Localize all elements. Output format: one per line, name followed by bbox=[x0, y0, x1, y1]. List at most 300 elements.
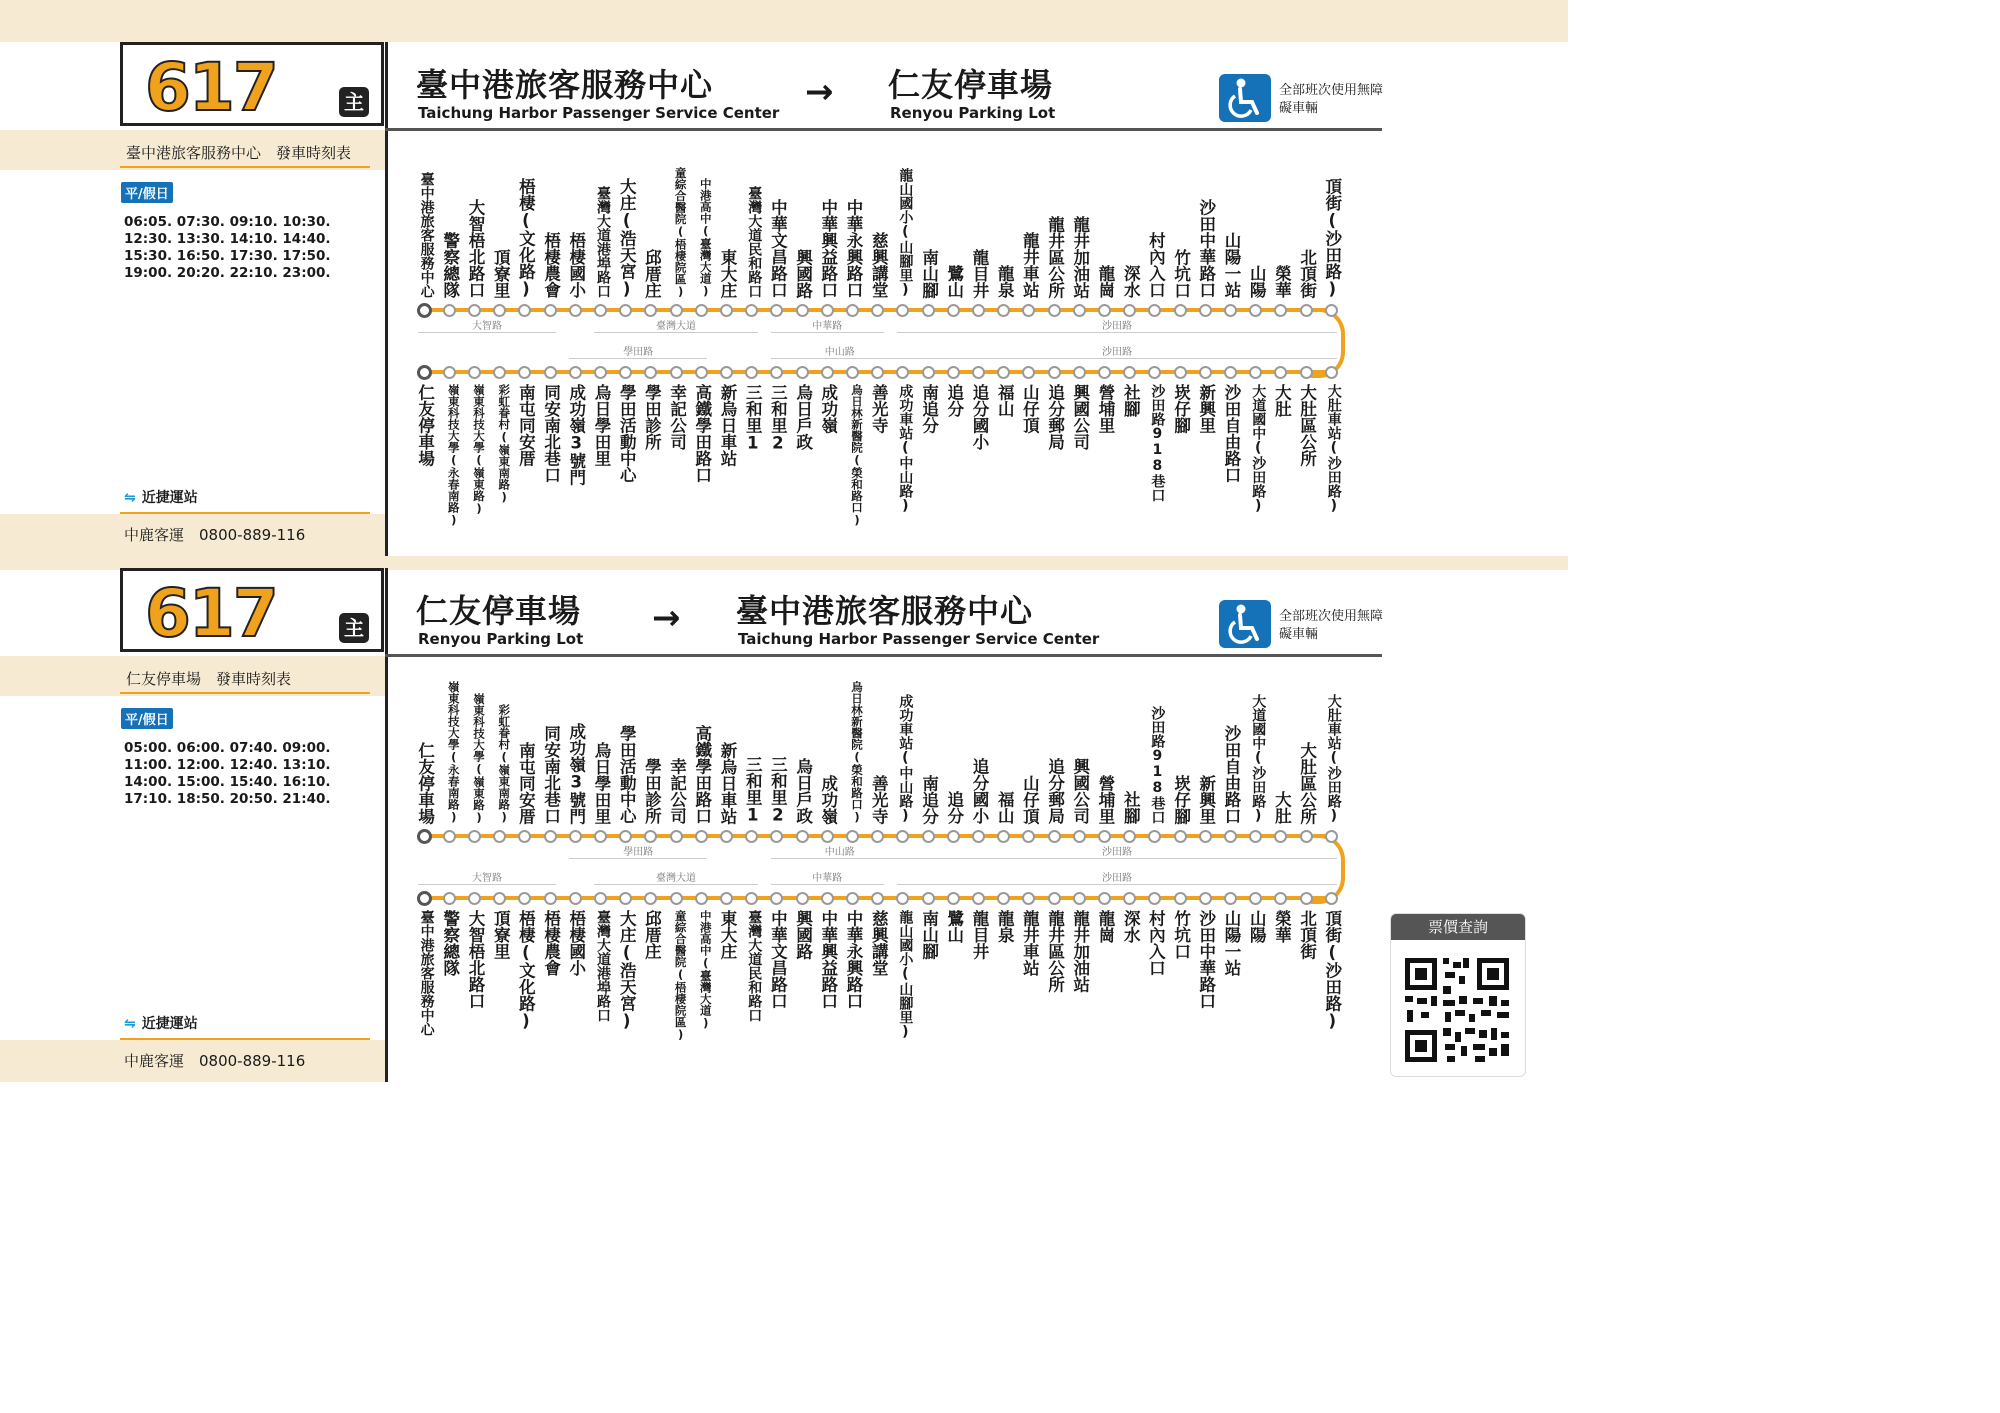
station-stop-marker[interactable] bbox=[821, 304, 834, 317]
station-stop-marker[interactable] bbox=[770, 304, 783, 317]
station-name[interactable]: 山仔頂 bbox=[1020, 774, 1040, 824]
station-stop-marker[interactable] bbox=[518, 304, 531, 317]
station-name[interactable]: 龍山國小(山腳里) bbox=[897, 168, 914, 298]
station-stop-marker[interactable] bbox=[1148, 892, 1161, 905]
station-name[interactable]: 沙田中華路口 bbox=[1196, 199, 1216, 298]
station-name[interactable]: 高鐵學田路口 bbox=[692, 725, 712, 824]
station-name[interactable]: 龍井加油站 bbox=[1070, 215, 1090, 298]
station-name[interactable]: 追分 bbox=[944, 384, 964, 417]
station-name[interactable]: 北頂街 bbox=[1297, 910, 1317, 960]
station-stop-marker[interactable] bbox=[972, 892, 985, 905]
station-name[interactable]: 南追分 bbox=[919, 384, 939, 434]
station-name[interactable]: 邱厝庄 bbox=[642, 910, 662, 960]
station-stop-marker[interactable] bbox=[644, 892, 657, 905]
station-name[interactable]: 竹坑口 bbox=[1171, 248, 1191, 298]
station-stop-marker[interactable] bbox=[493, 892, 506, 905]
station-name[interactable]: 烏日林新醫院(榮和路口) bbox=[849, 384, 864, 527]
station-name[interactable]: 龍井加油站 bbox=[1070, 910, 1090, 993]
station-name[interactable]: 新烏日車站 bbox=[717, 384, 737, 467]
station-name[interactable]: 大肚車站(沙田路) bbox=[1325, 384, 1342, 514]
station-stop-marker[interactable] bbox=[644, 366, 657, 379]
station-name[interactable]: 梧棲(文化路) bbox=[516, 910, 536, 1031]
station-name[interactable]: 營埔里 bbox=[1095, 774, 1115, 824]
station-name[interactable]: 臺灣大道民和路口 bbox=[746, 910, 763, 1022]
station-stop-marker[interactable] bbox=[896, 830, 909, 843]
station-stop-marker[interactable] bbox=[594, 830, 607, 843]
station-stop-marker[interactable] bbox=[1123, 366, 1136, 379]
station-name[interactable]: 臺灣大道港埠路口 bbox=[594, 910, 611, 1022]
station-stop-marker[interactable] bbox=[1098, 304, 1111, 317]
station-stop-marker[interactable] bbox=[745, 366, 758, 379]
station-name[interactable]: 新興里 bbox=[1196, 774, 1216, 824]
station-name[interactable]: 東大庄 bbox=[717, 910, 737, 960]
station-name[interactable]: 龍井區公所 bbox=[1045, 215, 1065, 298]
station-name[interactable]: 追分郵局 bbox=[1045, 758, 1065, 824]
station-stop-marker[interactable] bbox=[1048, 366, 1061, 379]
station-stop-marker[interactable] bbox=[468, 366, 481, 379]
station-stop-marker[interactable] bbox=[821, 366, 834, 379]
station-name[interactable]: 學田診所 bbox=[642, 384, 662, 450]
station-stop-marker[interactable] bbox=[443, 892, 456, 905]
station-stop-marker[interactable] bbox=[770, 830, 783, 843]
station-name[interactable]: 沙田路918巷口 bbox=[1149, 706, 1166, 824]
station-stop-marker[interactable] bbox=[695, 366, 708, 379]
station-name[interactable]: 社腳 bbox=[1121, 384, 1141, 417]
station-name[interactable]: 山仔頂 bbox=[1020, 384, 1040, 434]
station-stop-marker[interactable] bbox=[1073, 892, 1086, 905]
station-stop-marker[interactable] bbox=[745, 892, 758, 905]
station-name[interactable]: 警察總隊 bbox=[440, 232, 460, 298]
station-name[interactable]: 沙田中華路口 bbox=[1196, 910, 1216, 1009]
station-name[interactable]: 頂街(沙田路) bbox=[1322, 177, 1342, 298]
station-stop-marker[interactable] bbox=[846, 304, 859, 317]
station-stop-marker[interactable] bbox=[922, 366, 935, 379]
station-stop-marker[interactable] bbox=[644, 830, 657, 843]
station-name[interactable]: 梧棲農會 bbox=[541, 910, 561, 976]
station-name[interactable]: 興國路 bbox=[793, 248, 813, 298]
station-stop-marker[interactable] bbox=[821, 830, 834, 843]
station-stop-marker[interactable] bbox=[443, 830, 456, 843]
station-name[interactable]: 警察總隊 bbox=[440, 910, 460, 976]
station-stop-marker[interactable] bbox=[1073, 304, 1086, 317]
station-stop-marker[interactable] bbox=[1249, 304, 1262, 317]
station-stop-marker[interactable] bbox=[619, 830, 632, 843]
fare-qr-card[interactable] bbox=[1390, 913, 1526, 1077]
station-name[interactable]: 沙田路918巷口 bbox=[1149, 384, 1166, 502]
station-name[interactable]: 慈興講堂 bbox=[869, 232, 889, 298]
station-stop-marker[interactable] bbox=[922, 892, 935, 905]
station-name[interactable]: 大道國中(沙田路) bbox=[1250, 384, 1267, 514]
station-name[interactable]: 南追分 bbox=[919, 774, 939, 824]
station-name[interactable]: 臺中港旅客服務中心 bbox=[418, 172, 435, 298]
station-name[interactable]: 追分 bbox=[944, 791, 964, 824]
station-stop-marker[interactable] bbox=[871, 304, 884, 317]
station-stop-marker[interactable] bbox=[1249, 830, 1262, 843]
station-stop-marker[interactable] bbox=[594, 304, 607, 317]
station-stop-marker[interactable] bbox=[1274, 304, 1287, 317]
station-stop-marker[interactable] bbox=[417, 303, 432, 318]
station-stop-marker[interactable] bbox=[796, 304, 809, 317]
station-stop-marker[interactable] bbox=[569, 304, 582, 317]
station-name[interactable]: 彩虹眷村(嶺東南路) bbox=[497, 704, 512, 824]
station-stop-marker[interactable] bbox=[695, 892, 708, 905]
station-name[interactable]: 大道國中(沙田路) bbox=[1250, 694, 1267, 824]
station-stop-marker[interactable] bbox=[796, 892, 809, 905]
station-stop-marker[interactable] bbox=[1048, 892, 1061, 905]
station-name[interactable]: 大肚區公所 bbox=[1297, 741, 1317, 824]
station-stop-marker[interactable] bbox=[972, 366, 985, 379]
route-type-badge: 主 bbox=[339, 87, 369, 117]
station-stop-marker[interactable] bbox=[544, 304, 557, 317]
station-name[interactable]: 幸記公司 bbox=[667, 384, 687, 450]
station-name[interactable]: 沙田自由路口 bbox=[1221, 384, 1241, 483]
station-name[interactable]: 追分國小 bbox=[969, 758, 989, 824]
station-name[interactable]: 嶺東科技大學(永春南路) bbox=[446, 681, 461, 824]
station-stop-marker[interactable] bbox=[720, 830, 733, 843]
station-stop-marker[interactable] bbox=[695, 304, 708, 317]
station-name[interactable]: 成功車站(中山路) bbox=[897, 384, 914, 514]
station-name[interactable]: 山陽一站 bbox=[1221, 910, 1241, 976]
station-stop-marker[interactable] bbox=[846, 366, 859, 379]
station-stop-marker[interactable] bbox=[544, 892, 557, 905]
station-name[interactable]: 崁仔腳 bbox=[1171, 384, 1191, 434]
station-stop-marker[interactable] bbox=[1224, 892, 1237, 905]
station-stop-marker[interactable] bbox=[443, 366, 456, 379]
station-stop-marker[interactable] bbox=[619, 304, 632, 317]
station-name[interactable]: 大肚 bbox=[1272, 791, 1292, 824]
station-name[interactable]: 臺灣大道港埠路口 bbox=[594, 186, 611, 298]
station-name[interactable]: 龍泉 bbox=[995, 265, 1015, 298]
station-stop-marker[interactable] bbox=[1174, 830, 1187, 843]
station-name[interactable]: 中華興益路口 bbox=[818, 199, 838, 298]
station-stop-marker[interactable] bbox=[922, 304, 935, 317]
station-name[interactable]: 成功嶺 bbox=[818, 774, 838, 824]
station-name[interactable]: 童綜合醫院(梧棲院區) bbox=[673, 910, 688, 1042]
station-stop-marker[interactable] bbox=[1022, 366, 1035, 379]
station-stop-marker[interactable] bbox=[518, 366, 531, 379]
station-name[interactable]: 南山腳 bbox=[919, 248, 939, 298]
station-name[interactable]: 榮華 bbox=[1272, 265, 1292, 298]
station-name[interactable]: 中華永興路口 bbox=[843, 910, 863, 1009]
station-name[interactable]: 中華興益路口 bbox=[818, 910, 838, 1009]
station-stop-marker[interactable] bbox=[544, 366, 557, 379]
station-stop-marker[interactable] bbox=[997, 304, 1010, 317]
station-name[interactable]: 龍目井 bbox=[969, 910, 989, 960]
station-name[interactable]: 大庄(浩天宮) bbox=[617, 910, 637, 1031]
station-stop-marker[interactable] bbox=[846, 892, 859, 905]
station-stop-marker[interactable] bbox=[544, 830, 557, 843]
road-name: 沙田路 bbox=[1099, 347, 1135, 358]
station-name[interactable]: 臺灣大道民和路口 bbox=[746, 186, 763, 298]
station-name[interactable]: 南屯同安厝 bbox=[516, 384, 536, 467]
station-name[interactable]: 梧棲國小 bbox=[566, 910, 586, 976]
station-name[interactable]: 山陽 bbox=[1247, 910, 1267, 943]
station-name[interactable]: 梧棲(文化路) bbox=[516, 177, 536, 298]
station-stop-marker[interactable] bbox=[670, 366, 683, 379]
station-name[interactable]: 烏日學田里 bbox=[591, 741, 611, 824]
station-stop-marker[interactable] bbox=[1098, 892, 1111, 905]
station-stop-marker[interactable] bbox=[1022, 830, 1035, 843]
station-name[interactable]: 追分郵局 bbox=[1045, 384, 1065, 450]
station-stop-marker[interactable] bbox=[1199, 830, 1212, 843]
station-name[interactable]: 龍泉 bbox=[995, 910, 1015, 943]
station-stop-marker[interactable] bbox=[1073, 830, 1086, 843]
station-stop-marker[interactable] bbox=[1148, 366, 1161, 379]
station-stop-marker[interactable] bbox=[518, 892, 531, 905]
station-stop-marker[interactable] bbox=[1199, 366, 1212, 379]
station-name[interactable]: 龍目井 bbox=[969, 248, 989, 298]
station-name[interactable]: 成功嶺3號門 bbox=[566, 384, 586, 486]
station-stop-marker[interactable] bbox=[1274, 830, 1287, 843]
station-stop-marker[interactable] bbox=[417, 829, 432, 844]
station-stop-marker[interactable] bbox=[417, 365, 432, 380]
station-stop-marker[interactable] bbox=[720, 304, 733, 317]
station-stop-marker[interactable] bbox=[745, 830, 758, 843]
station-stop-marker[interactable] bbox=[1022, 304, 1035, 317]
station-name[interactable]: 善光寺 bbox=[869, 384, 889, 434]
station-stop-marker[interactable] bbox=[1300, 366, 1313, 379]
station-stop-marker[interactable] bbox=[644, 304, 657, 317]
station-name[interactable]: 北頂街 bbox=[1297, 248, 1317, 298]
station-name[interactable]: 大肚 bbox=[1272, 384, 1292, 417]
station-name[interactable]: 臺中港旅客服務中心 bbox=[418, 910, 435, 1036]
station-stop-marker[interactable] bbox=[922, 830, 935, 843]
station-stop-marker[interactable] bbox=[997, 366, 1010, 379]
station-name[interactable]: 烏日戶政 bbox=[793, 384, 813, 450]
station-stop-marker[interactable] bbox=[1325, 830, 1338, 843]
station-stop-marker[interactable] bbox=[468, 830, 481, 843]
station-name[interactable]: 中港高中(臺灣大道) bbox=[698, 178, 713, 298]
road-label-bottom bbox=[771, 874, 884, 885]
station-stop-marker[interactable] bbox=[947, 366, 960, 379]
station-name[interactable]: 大庄(浩天宮) bbox=[617, 177, 637, 298]
station-stop-marker[interactable] bbox=[518, 830, 531, 843]
station-name[interactable]: 大智梧北路口 bbox=[465, 199, 485, 298]
station-stop-marker[interactable] bbox=[619, 892, 632, 905]
station-stop-marker[interactable] bbox=[1123, 304, 1136, 317]
station-stop-marker[interactable] bbox=[871, 366, 884, 379]
station-stop-marker[interactable] bbox=[770, 366, 783, 379]
station-name[interactable]: 三和里1 bbox=[743, 384, 763, 453]
station-name[interactable]: 善光寺 bbox=[869, 774, 889, 824]
station-name[interactable]: 大智梧北路口 bbox=[465, 910, 485, 1009]
station-stop-marker[interactable] bbox=[569, 830, 582, 843]
station-stop-marker[interactable] bbox=[1249, 366, 1262, 379]
station-name[interactable]: 學田活動中心 bbox=[617, 725, 637, 824]
station-stop-marker[interactable] bbox=[1249, 892, 1262, 905]
station-name[interactable]: 頂寮里 bbox=[491, 910, 511, 960]
station-stop-marker[interactable] bbox=[947, 830, 960, 843]
station-name[interactable]: 追分國小 bbox=[969, 384, 989, 450]
station-name[interactable]: 營埔里 bbox=[1095, 384, 1115, 434]
station-name[interactable]: 嶺東科技大學(永春南路) bbox=[446, 384, 461, 527]
station-stop-marker[interactable] bbox=[846, 830, 859, 843]
station-name[interactable]: 頂街(沙田路) bbox=[1322, 910, 1342, 1031]
station-stop-marker[interactable] bbox=[997, 892, 1010, 905]
station-name[interactable]: 嶺東科技大學(嶺東路) bbox=[471, 384, 486, 516]
station-stop-marker[interactable] bbox=[1048, 304, 1061, 317]
station-stop-marker[interactable] bbox=[1148, 830, 1161, 843]
station-stop-marker[interactable] bbox=[871, 892, 884, 905]
station-stop-marker[interactable] bbox=[796, 830, 809, 843]
station-name[interactable]: 同安南北巷口 bbox=[541, 384, 561, 483]
station-name[interactable]: 深水 bbox=[1121, 265, 1141, 298]
station-name[interactable]: 成功嶺3號門 bbox=[566, 722, 586, 824]
station-name[interactable]: 幸記公司 bbox=[667, 758, 687, 824]
station-name[interactable]: 彩虹眷村(嶺東南路) bbox=[497, 384, 512, 504]
station-name[interactable]: 三和里2 bbox=[768, 755, 788, 824]
station-name[interactable]: 新烏日車站 bbox=[717, 741, 737, 824]
station-name[interactable]: 大肚車站(沙田路) bbox=[1325, 694, 1342, 824]
station-stop-marker[interactable] bbox=[1300, 830, 1313, 843]
station-name[interactable]: 同安南北巷口 bbox=[541, 725, 561, 824]
station-name[interactable]: 鷺山 bbox=[944, 910, 964, 943]
station-stop-marker[interactable] bbox=[1325, 304, 1338, 317]
station-stop-marker[interactable] bbox=[1098, 366, 1111, 379]
station-stop-marker[interactable] bbox=[1224, 366, 1237, 379]
station-stop-marker[interactable] bbox=[1123, 892, 1136, 905]
station-stop-marker[interactable] bbox=[1174, 366, 1187, 379]
station-stop-marker[interactable] bbox=[972, 304, 985, 317]
station-name[interactable]: 龍山國小(山腳里) bbox=[897, 910, 914, 1040]
station-name[interactable]: 崁仔腳 bbox=[1171, 774, 1191, 824]
station-stop-marker[interactable] bbox=[1274, 892, 1287, 905]
station-name[interactable]: 學田活動中心 bbox=[617, 384, 637, 483]
station-name[interactable]: 學田診所 bbox=[642, 758, 662, 824]
station-stop-marker[interactable] bbox=[1325, 892, 1338, 905]
station-stop-marker[interactable] bbox=[1274, 366, 1287, 379]
station-stop-marker[interactable] bbox=[1148, 304, 1161, 317]
station-name[interactable]: 慈興講堂 bbox=[869, 910, 889, 976]
station-stop-marker[interactable] bbox=[619, 366, 632, 379]
station-name[interactable]: 龍井車站 bbox=[1020, 910, 1040, 976]
station-name[interactable]: 村內入口 bbox=[1146, 232, 1166, 298]
station-name[interactable]: 梧棲農會 bbox=[541, 232, 561, 298]
station-stop-marker[interactable] bbox=[443, 304, 456, 317]
station-name[interactable]: 新興里 bbox=[1196, 384, 1216, 434]
station-name[interactable]: 龍井車站 bbox=[1020, 232, 1040, 298]
station-stop-marker[interactable] bbox=[770, 892, 783, 905]
station-name[interactable]: 南山腳 bbox=[919, 910, 939, 960]
station-stop-marker[interactable] bbox=[972, 830, 985, 843]
station-stop-marker[interactable] bbox=[670, 304, 683, 317]
station-stop-marker[interactable] bbox=[569, 892, 582, 905]
station-name[interactable]: 中華永興路口 bbox=[843, 199, 863, 298]
station-name[interactable]: 東大庄 bbox=[717, 248, 737, 298]
station-stop-marker[interactable] bbox=[1224, 304, 1237, 317]
station-stop-marker[interactable] bbox=[493, 304, 506, 317]
station-name[interactable]: 烏日學田里 bbox=[591, 384, 611, 467]
station-stop-marker[interactable] bbox=[493, 366, 506, 379]
station-name[interactable]: 仁友停車場 bbox=[415, 384, 435, 467]
station-name[interactable]: 烏日戶政 bbox=[793, 758, 813, 824]
station-name[interactable]: 龍崗 bbox=[1095, 265, 1115, 298]
station-name[interactable]: 烏日林新醫院(榮和路口) bbox=[849, 681, 864, 824]
station-name[interactable]: 童綜合醫院(梧棲院區) bbox=[673, 166, 688, 298]
station-stop-marker[interactable] bbox=[1098, 830, 1111, 843]
station-name[interactable]: 龍崗 bbox=[1095, 910, 1115, 943]
station-name[interactable]: 成功嶺 bbox=[818, 384, 838, 434]
station-stop-marker[interactable] bbox=[695, 830, 708, 843]
station-stop-marker[interactable] bbox=[796, 366, 809, 379]
station-stop-marker[interactable] bbox=[1224, 830, 1237, 843]
station-stop-marker[interactable] bbox=[720, 366, 733, 379]
station-name[interactable]: 三和里1 bbox=[743, 755, 763, 824]
station-name[interactable]: 村內入口 bbox=[1146, 910, 1166, 976]
station-stop-marker[interactable] bbox=[670, 830, 683, 843]
station-stop-marker[interactable] bbox=[947, 304, 960, 317]
station-name[interactable]: 龍井區公所 bbox=[1045, 910, 1065, 993]
station-name[interactable]: 三和里2 bbox=[768, 384, 788, 453]
station-name[interactable]: 高鐵學田路口 bbox=[692, 384, 712, 483]
station-name[interactable]: 深水 bbox=[1121, 910, 1141, 943]
station-stop-marker[interactable] bbox=[468, 892, 481, 905]
station-stop-marker[interactable] bbox=[1174, 892, 1187, 905]
station-stop-marker[interactable] bbox=[1174, 304, 1187, 317]
station-name[interactable]: 興國公司 bbox=[1070, 384, 1090, 450]
station-stop-marker[interactable] bbox=[594, 366, 607, 379]
station-name[interactable]: 興國路 bbox=[793, 910, 813, 960]
station-stop-marker[interactable] bbox=[896, 366, 909, 379]
station-name[interactable]: 山陽 bbox=[1247, 265, 1267, 298]
station-name[interactable]: 大肚區公所 bbox=[1297, 384, 1317, 467]
station-name[interactable]: 中華文昌路口 bbox=[768, 910, 788, 1009]
station-stop-marker[interactable] bbox=[670, 892, 683, 905]
station-name[interactable]: 南屯同安厝 bbox=[516, 741, 536, 824]
station-stop-marker[interactable] bbox=[997, 830, 1010, 843]
station-stop-marker[interactable] bbox=[745, 304, 758, 317]
station-stop-marker[interactable] bbox=[468, 304, 481, 317]
station-stop-marker[interactable] bbox=[1300, 892, 1313, 905]
station-stop-marker[interactable] bbox=[871, 830, 884, 843]
station-stop-marker[interactable] bbox=[1073, 366, 1086, 379]
station-name[interactable]: 榮華 bbox=[1272, 910, 1292, 943]
station-stop-marker[interactable] bbox=[1123, 830, 1136, 843]
station-name[interactable]: 福山 bbox=[995, 791, 1015, 824]
station-stop-marker[interactable] bbox=[896, 892, 909, 905]
station-name[interactable]: 邱厝庄 bbox=[642, 248, 662, 298]
station-stop-marker[interactable] bbox=[896, 304, 909, 317]
station-stop-marker[interactable] bbox=[569, 366, 582, 379]
station-name[interactable]: 興國公司 bbox=[1070, 758, 1090, 824]
station-stop-marker[interactable] bbox=[417, 891, 432, 906]
station-name[interactable]: 沙田自由路口 bbox=[1221, 725, 1241, 824]
station-stop-marker[interactable] bbox=[1300, 304, 1313, 317]
station-name[interactable]: 鷺山 bbox=[944, 265, 964, 298]
station-name[interactable]: 仁友停車場 bbox=[415, 741, 435, 824]
station-name[interactable]: 竹坑口 bbox=[1171, 910, 1191, 960]
station-name[interactable]: 中港高中(臺灣大道) bbox=[698, 910, 713, 1030]
station-name[interactable]: 山陽一站 bbox=[1221, 232, 1241, 298]
station-stop-marker[interactable] bbox=[1325, 366, 1338, 379]
station-stop-marker[interactable] bbox=[1022, 892, 1035, 905]
station-stop-marker[interactable] bbox=[947, 892, 960, 905]
station-name[interactable]: 成功車站(中山路) bbox=[897, 694, 914, 824]
station-stop-marker[interactable] bbox=[1048, 830, 1061, 843]
station-name[interactable]: 福山 bbox=[995, 384, 1015, 417]
station-name[interactable]: 嶺東科技大學(嶺東路) bbox=[471, 692, 486, 824]
station-name[interactable]: 中華文昌路口 bbox=[768, 199, 788, 298]
station-name[interactable]: 梧棲國小 bbox=[566, 232, 586, 298]
station-stop-marker[interactable] bbox=[594, 892, 607, 905]
station-stop-marker[interactable] bbox=[1199, 304, 1212, 317]
station-name[interactable]: 頂寮里 bbox=[491, 248, 511, 298]
station-stop-marker[interactable] bbox=[720, 892, 733, 905]
station-name[interactable]: 社腳 bbox=[1121, 791, 1141, 824]
station-stop-marker[interactable] bbox=[493, 830, 506, 843]
station-stop-marker[interactable] bbox=[1199, 892, 1212, 905]
station-stop-marker[interactable] bbox=[821, 892, 834, 905]
